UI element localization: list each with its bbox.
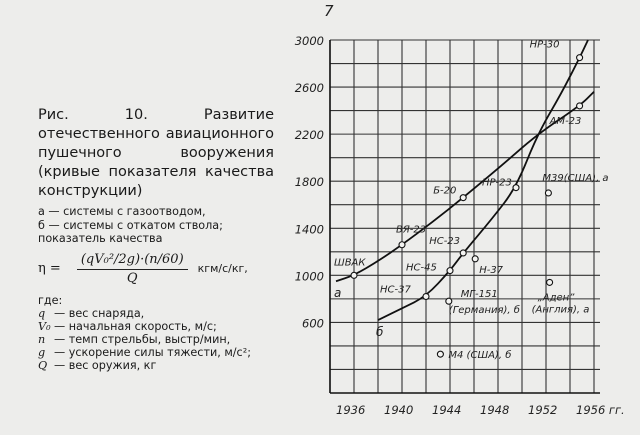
- definition-symbol: Q: [38, 358, 48, 372]
- series-label: б: [376, 325, 384, 340]
- x-tick-label: 1936: [336, 403, 366, 417]
- definition-item: [38, 346, 274, 359]
- definition-symbol: q: [38, 306, 46, 320]
- x-tick-label: 1940: [384, 403, 414, 417]
- data-point: [423, 294, 429, 300]
- data-point: [577, 103, 583, 109]
- x-tick-label: 1956 гг.: [576, 403, 625, 417]
- y-tick-label: 3000: [294, 34, 324, 48]
- data-label: М39(США), а: [542, 172, 609, 184]
- data-label: ВЯ-23: [396, 224, 427, 236]
- y-tick-label: 600: [302, 316, 324, 331]
- formula-numerator: (qV₀²/2g)·(n/60): [77, 252, 188, 270]
- data-label: НС-23: [429, 235, 461, 247]
- data-point: [437, 351, 443, 357]
- data-label: ШВАК: [334, 257, 366, 269]
- series-label: а: [334, 286, 342, 301]
- data-point: [472, 256, 478, 262]
- quality-label: показатель качества: [38, 232, 163, 245]
- legend-a: а — системы с газоотводом,: [38, 205, 206, 218]
- data-label: М4 (США), б: [448, 350, 512, 362]
- definition-text: — вес снаряда,: [54, 306, 145, 320]
- data-label: НР-23: [482, 177, 512, 189]
- data-point: [399, 242, 405, 248]
- y-tick-label: 1000: [294, 269, 324, 284]
- formula-unit: кгм/с/кг,: [197, 262, 248, 275]
- figure-caption: [38, 106, 274, 372]
- definition-text: — начальная скорость, м/с;: [54, 319, 217, 333]
- data-label: МГ-151: [460, 289, 498, 301]
- data-point: [577, 55, 583, 61]
- definition-text: — темп стрельбы, выстр/мин,: [54, 332, 231, 346]
- definition-symbol: V₀: [38, 319, 51, 333]
- data-label: НР-30: [529, 39, 560, 51]
- data-point: [545, 190, 551, 196]
- definition-text: — ускорение силы тяжести, м/с²;: [54, 345, 251, 359]
- definition-text: — вес оружия, кг: [54, 358, 157, 372]
- where-label: где:: [38, 293, 63, 307]
- definition-item: [38, 333, 274, 346]
- caption-title: Рис. 10. Развитие отечественного авиационного пушечного вооружения (кривые показателя качества конструкции): [38, 107, 274, 199]
- y-tick-label: 2600: [294, 81, 324, 96]
- y-tick-label: 2200: [294, 128, 324, 143]
- data-label: (Германия), б: [448, 305, 520, 317]
- y-tick-label: 1400: [294, 222, 324, 237]
- quality-formula: [38, 252, 274, 286]
- data-point: [460, 250, 466, 256]
- data-label: Н-37: [479, 264, 504, 276]
- definition-symbol: n: [38, 332, 46, 346]
- data-point: [513, 185, 519, 191]
- data-label: „Аден”: [537, 292, 575, 304]
- data-point: [447, 268, 453, 274]
- data-point: [460, 195, 466, 201]
- data-label: НС-45: [406, 262, 437, 274]
- data-point: [351, 272, 357, 278]
- data-label: НС-37: [380, 284, 411, 296]
- y-tick-label: 1800: [294, 175, 324, 190]
- formula-lhs: η =: [38, 261, 61, 276]
- definition-symbol: g: [38, 345, 46, 359]
- data-label: (Англия), а: [531, 304, 590, 316]
- definition-item: [38, 307, 274, 320]
- data-point: [446, 298, 452, 304]
- x-tick-label: 1952: [528, 403, 558, 417]
- definition-item: [38, 320, 274, 333]
- page-number: 7: [324, 2, 334, 20]
- definition-item: [38, 359, 274, 372]
- formula-denominator: Q: [126, 270, 138, 286]
- legend-b: б — системы с откатом ствола;: [38, 218, 223, 232]
- x-tick-label: 1944: [432, 403, 462, 417]
- data-point: [547, 279, 553, 285]
- data-label: АМ-23: [549, 115, 582, 127]
- x-tick-label: 1948: [480, 403, 510, 417]
- data-label: Б-20: [433, 185, 457, 197]
